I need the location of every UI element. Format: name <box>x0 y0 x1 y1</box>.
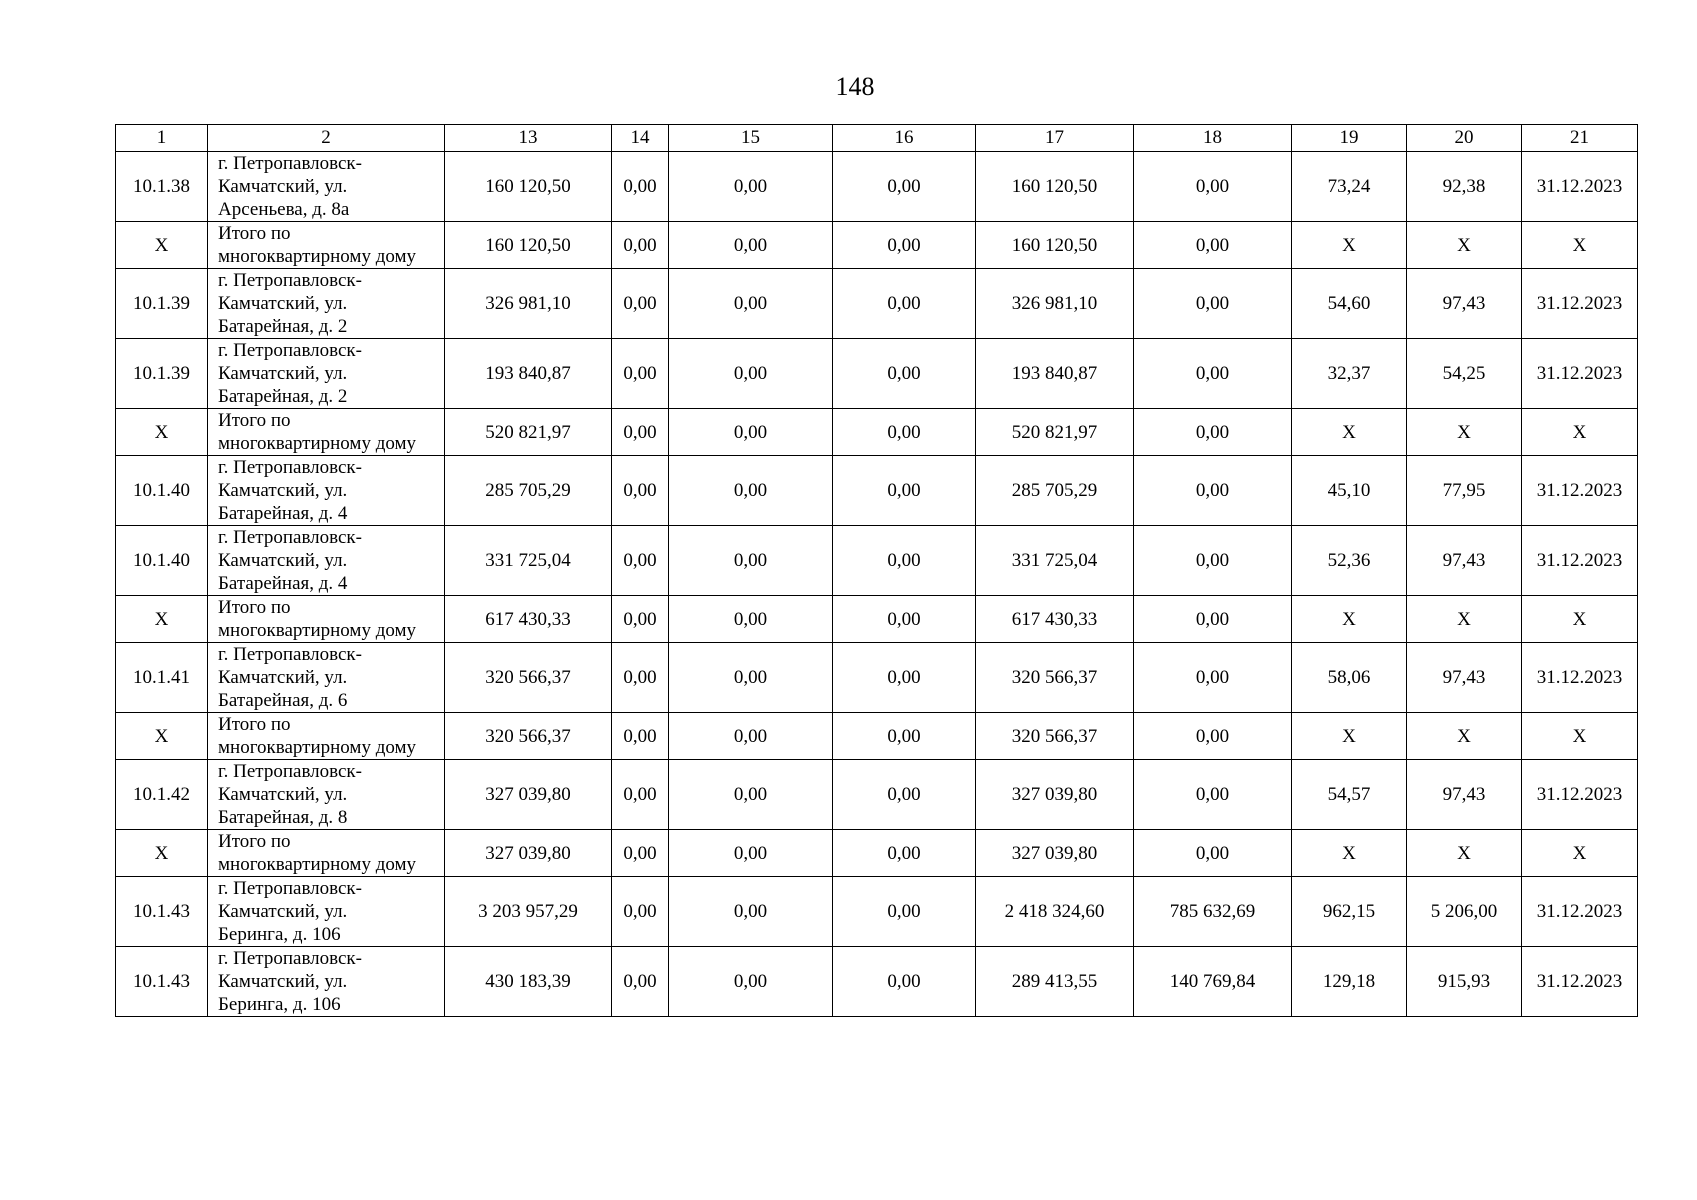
value-cell: 0,00 <box>669 947 833 1017</box>
cell-line: г. Петропавловск- <box>218 527 362 548</box>
value-cell: 77,95 <box>1407 456 1522 526</box>
value-cell: 31.12.2023 <box>1522 643 1638 713</box>
table-row <box>116 152 1638 222</box>
address-cell <box>208 877 445 947</box>
value-cell: 0,00 <box>833 269 976 339</box>
value-cell: 520 821,97 <box>445 409 612 456</box>
cell-line: г. Петропавловск- <box>218 644 362 665</box>
column-header: 21 <box>1522 125 1638 152</box>
cell-line: Камчатский, ул. <box>218 480 348 501</box>
value-cell: 289 413,55 <box>976 947 1134 1017</box>
address-cell <box>208 760 445 830</box>
value-cell: 326 981,10 <box>976 269 1134 339</box>
value-cell: 0,00 <box>833 760 976 830</box>
value-cell: Х <box>1407 830 1522 877</box>
row-number-cell: 10.1.39 <box>116 339 208 409</box>
data-table <box>115 124 1638 1017</box>
value-cell: 0,00 <box>833 222 976 269</box>
value-cell: Х <box>1407 409 1522 456</box>
value-cell: 0,00 <box>1134 222 1292 269</box>
cell-line: Беринга, д. 106 <box>218 924 341 945</box>
cell-line: г. Петропавловск- <box>218 457 362 478</box>
value-cell: 327 039,80 <box>976 830 1134 877</box>
cell-line: многоквартирному дому <box>218 854 417 875</box>
cell-line: Камчатский, ул. <box>218 784 348 805</box>
cell-line: Батарейная, д. 4 <box>218 503 348 524</box>
value-cell: 0,00 <box>669 713 833 760</box>
value-cell: 3 203 957,29 <box>445 877 612 947</box>
value-cell: 0,00 <box>669 339 833 409</box>
value-cell: 320 566,37 <box>976 713 1134 760</box>
page-number: 148 <box>835 72 875 101</box>
value-cell: 54,57 <box>1292 760 1407 830</box>
table-body <box>116 152 1638 1017</box>
column-header: 2 <box>208 125 445 152</box>
value-cell: 320 566,37 <box>445 643 612 713</box>
value-cell: Х <box>1522 222 1638 269</box>
value-cell: 97,43 <box>1407 643 1522 713</box>
value-cell: 0,00 <box>669 877 833 947</box>
value-cell: 0,00 <box>612 152 669 222</box>
value-cell: 0,00 <box>1134 339 1292 409</box>
address-cell <box>208 152 445 222</box>
value-cell: 320 566,37 <box>445 713 612 760</box>
value-cell: 0,00 <box>1134 713 1292 760</box>
value-cell: 58,06 <box>1292 643 1407 713</box>
value-cell: 0,00 <box>833 339 976 409</box>
address-cell <box>208 643 445 713</box>
address-cell <box>208 947 445 1017</box>
value-cell: 0,00 <box>833 596 976 643</box>
cell-line: г. Петропавловск- <box>218 761 362 782</box>
row-number-cell: Х <box>116 713 208 760</box>
table-row <box>116 526 1638 596</box>
value-cell: Х <box>1522 830 1638 877</box>
column-header: 14 <box>612 125 669 152</box>
address-cell <box>208 269 445 339</box>
value-cell: 617 430,33 <box>445 596 612 643</box>
header-row <box>116 125 1638 152</box>
value-cell: Х <box>1522 409 1638 456</box>
value-cell: 0,00 <box>612 526 669 596</box>
value-cell: 326 981,10 <box>445 269 612 339</box>
cell-line: Итого по <box>218 597 291 618</box>
cell-line: Камчатский, ул. <box>218 901 348 922</box>
value-cell: 193 840,87 <box>976 339 1134 409</box>
value-cell: 0,00 <box>612 830 669 877</box>
column-header: 18 <box>1134 125 1292 152</box>
row-number-cell: 10.1.42 <box>116 760 208 830</box>
value-cell: 0,00 <box>612 456 669 526</box>
row-number-cell: Х <box>116 409 208 456</box>
address-cell <box>208 339 445 409</box>
value-cell: Х <box>1292 596 1407 643</box>
value-cell: 520 821,97 <box>976 409 1134 456</box>
cell-line: Итого по <box>218 223 291 244</box>
column-header: 15 <box>669 125 833 152</box>
value-cell: 0,00 <box>669 760 833 830</box>
cell-line: Камчатский, ул. <box>218 363 348 384</box>
value-cell: Х <box>1292 830 1407 877</box>
table-row <box>116 947 1638 1017</box>
row-number-cell: 10.1.39 <box>116 269 208 339</box>
value-cell: Х <box>1292 222 1407 269</box>
cell-line: Камчатский, ул. <box>218 293 348 314</box>
value-cell: 0,00 <box>669 222 833 269</box>
table-row <box>116 643 1638 713</box>
column-header: 19 <box>1292 125 1407 152</box>
value-cell: 0,00 <box>1134 596 1292 643</box>
cell-line: многоквартирному дому <box>218 737 417 758</box>
value-cell: 0,00 <box>669 643 833 713</box>
cell-line: Камчатский, ул. <box>218 971 348 992</box>
value-cell: Х <box>1407 596 1522 643</box>
value-cell: 160 120,50 <box>445 152 612 222</box>
value-cell: 45,10 <box>1292 456 1407 526</box>
row-number-cell: Х <box>116 596 208 643</box>
total-label-cell <box>208 409 445 456</box>
value-cell: 52,36 <box>1292 526 1407 596</box>
value-cell: 0,00 <box>1134 456 1292 526</box>
cell-line: многоквартирному дому <box>218 246 417 267</box>
value-cell: 0,00 <box>833 643 976 713</box>
value-cell: 54,25 <box>1407 339 1522 409</box>
value-cell: 193 840,87 <box>445 339 612 409</box>
value-cell: 320 566,37 <box>976 643 1134 713</box>
value-cell: 915,93 <box>1407 947 1522 1017</box>
value-cell: 0,00 <box>612 877 669 947</box>
value-cell: 331 725,04 <box>445 526 612 596</box>
value-cell: 160 120,50 <box>445 222 612 269</box>
value-cell: 327 039,80 <box>445 830 612 877</box>
cell-line: г. Петропавловск- <box>218 270 362 291</box>
cell-line: Камчатский, ул. <box>218 176 348 197</box>
column-header: 13 <box>445 125 612 152</box>
cell-line: Итого по <box>218 410 291 431</box>
cell-line: г. Петропавловск- <box>218 153 362 174</box>
cell-line: Арсеньева, д. 8а <box>218 199 350 220</box>
value-cell: 73,24 <box>1292 152 1407 222</box>
total-label-cell <box>208 596 445 643</box>
total-row <box>116 713 1638 760</box>
cell-line: многоквартирному дому <box>218 433 417 454</box>
row-number-cell: 10.1.40 <box>116 456 208 526</box>
value-cell: 0,00 <box>612 713 669 760</box>
total-row <box>116 409 1638 456</box>
value-cell: 0,00 <box>1134 152 1292 222</box>
cell-line: Итого по <box>218 831 291 852</box>
value-cell: 97,43 <box>1407 526 1522 596</box>
value-cell: 0,00 <box>612 643 669 713</box>
value-cell: Х <box>1292 409 1407 456</box>
cell-line: Камчатский, ул. <box>218 550 348 571</box>
value-cell: 331 725,04 <box>976 526 1134 596</box>
value-cell: 0,00 <box>1134 643 1292 713</box>
value-cell: 160 120,50 <box>976 222 1134 269</box>
value-cell: 31.12.2023 <box>1522 760 1638 830</box>
value-cell: 140 769,84 <box>1134 947 1292 1017</box>
value-cell: 0,00 <box>1134 526 1292 596</box>
value-cell: 0,00 <box>833 456 976 526</box>
value-cell: 160 120,50 <box>976 152 1134 222</box>
value-cell: 0,00 <box>612 947 669 1017</box>
value-cell: 0,00 <box>669 409 833 456</box>
row-number-cell: 10.1.43 <box>116 877 208 947</box>
value-cell: 31.12.2023 <box>1522 152 1638 222</box>
value-cell: 0,00 <box>612 596 669 643</box>
column-header: 1 <box>116 125 208 152</box>
cell-line: Батарейная, д. 2 <box>218 316 348 337</box>
value-cell: 129,18 <box>1292 947 1407 1017</box>
value-cell: 0,00 <box>669 269 833 339</box>
value-cell: 327 039,80 <box>445 760 612 830</box>
column-header: 17 <box>976 125 1134 152</box>
value-cell: 92,38 <box>1407 152 1522 222</box>
row-number-cell: 10.1.43 <box>116 947 208 1017</box>
table-row <box>116 456 1638 526</box>
total-row <box>116 596 1638 643</box>
value-cell: 0,00 <box>833 947 976 1017</box>
value-cell: 0,00 <box>669 830 833 877</box>
cell-line: многоквартирному дому <box>218 620 417 641</box>
value-cell: 285 705,29 <box>445 456 612 526</box>
value-cell: Х <box>1407 713 1522 760</box>
cell-line: Беринга, д. 106 <box>218 994 341 1015</box>
value-cell: 0,00 <box>1134 760 1292 830</box>
value-cell: 31.12.2023 <box>1522 339 1638 409</box>
value-cell: 0,00 <box>1134 409 1292 456</box>
value-cell: 32,37 <box>1292 339 1407 409</box>
row-number-cell: 10.1.38 <box>116 152 208 222</box>
value-cell: 31.12.2023 <box>1522 269 1638 339</box>
value-cell: 962,15 <box>1292 877 1407 947</box>
value-cell: 0,00 <box>612 339 669 409</box>
value-cell: 0,00 <box>669 526 833 596</box>
cell-line: Батарейная, д. 2 <box>218 386 348 407</box>
value-cell: 31.12.2023 <box>1522 877 1638 947</box>
value-cell: Х <box>1407 222 1522 269</box>
value-cell: 2 418 324,60 <box>976 877 1134 947</box>
row-number-cell: 10.1.41 <box>116 643 208 713</box>
cell-line: Батарейная, д. 8 <box>218 807 348 828</box>
table-row <box>116 269 1638 339</box>
cell-line: г. Петропавловск- <box>218 878 362 899</box>
cell-line: г. Петропавловск- <box>218 948 362 969</box>
address-cell <box>208 456 445 526</box>
value-cell: Х <box>1522 596 1638 643</box>
table-header <box>116 125 1638 152</box>
total-label-cell <box>208 713 445 760</box>
value-cell: 785 632,69 <box>1134 877 1292 947</box>
row-number-cell: Х <box>116 830 208 877</box>
value-cell: 327 039,80 <box>976 760 1134 830</box>
total-label-cell <box>208 830 445 877</box>
table-row <box>116 877 1638 947</box>
value-cell: 0,00 <box>833 152 976 222</box>
value-cell: 0,00 <box>669 152 833 222</box>
row-number-cell: 10.1.40 <box>116 526 208 596</box>
value-cell: 0,00 <box>833 877 976 947</box>
value-cell: 31.12.2023 <box>1522 947 1638 1017</box>
table-row <box>116 760 1638 830</box>
column-header: 16 <box>833 125 976 152</box>
value-cell: 31.12.2023 <box>1522 526 1638 596</box>
value-cell: 285 705,29 <box>976 456 1134 526</box>
value-cell: 0,00 <box>833 409 976 456</box>
value-cell: 0,00 <box>612 409 669 456</box>
value-cell: 0,00 <box>833 713 976 760</box>
value-cell: 0,00 <box>612 760 669 830</box>
value-cell: 0,00 <box>669 456 833 526</box>
value-cell: 97,43 <box>1407 760 1522 830</box>
column-header: 20 <box>1407 125 1522 152</box>
address-cell <box>208 526 445 596</box>
total-row <box>116 830 1638 877</box>
value-cell: Х <box>1522 713 1638 760</box>
cell-line: Батарейная, д. 6 <box>218 690 348 711</box>
table-row <box>116 339 1638 409</box>
cell-line: Камчатский, ул. <box>218 667 348 688</box>
total-row <box>116 222 1638 269</box>
cell-line: Батарейная, д. 4 <box>218 573 348 594</box>
value-cell: 31.12.2023 <box>1522 456 1638 526</box>
value-cell: 0,00 <box>669 596 833 643</box>
value-cell: 0,00 <box>1134 830 1292 877</box>
row-number-cell: Х <box>116 222 208 269</box>
value-cell: Х <box>1292 713 1407 760</box>
cell-line: г. Петропавловск- <box>218 340 362 361</box>
value-cell: 0,00 <box>833 526 976 596</box>
total-label-cell <box>208 222 445 269</box>
value-cell: 0,00 <box>612 222 669 269</box>
value-cell: 617 430,33 <box>976 596 1134 643</box>
value-cell: 5 206,00 <box>1407 877 1522 947</box>
value-cell: 0,00 <box>833 830 976 877</box>
value-cell: 97,43 <box>1407 269 1522 339</box>
value-cell: 0,00 <box>1134 269 1292 339</box>
value-cell: 430 183,39 <box>445 947 612 1017</box>
cell-line: Итого по <box>218 714 291 735</box>
value-cell: 54,60 <box>1292 269 1407 339</box>
value-cell: 0,00 <box>612 269 669 339</box>
